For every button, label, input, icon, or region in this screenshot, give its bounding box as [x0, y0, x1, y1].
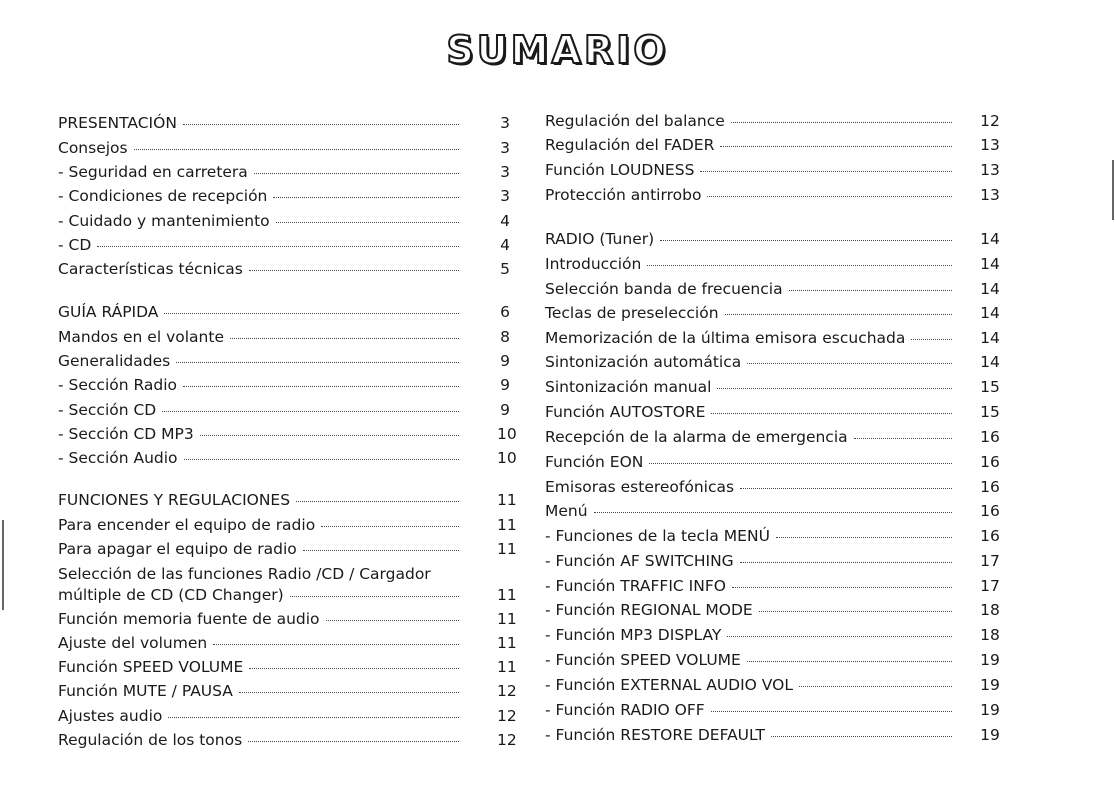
toc-entry-page: 3: [500, 187, 510, 205]
toc-entry[interactable]: [545, 650, 1000, 670]
leader-dots: [711, 711, 952, 712]
toc-entry[interactable]: [58, 235, 513, 255]
toc-entry-label: Regulación del balance: [545, 112, 725, 130]
toc-entry-label: Función memoria fuente de audio: [58, 610, 320, 628]
toc-entry[interactable]: [545, 135, 1000, 155]
toc-entry[interactable]: [58, 633, 517, 653]
toc-entry-label: Memorización de la última emisora escuchada: [545, 329, 906, 347]
toc-entry[interactable]: [545, 279, 1000, 299]
toc-entry-page: 8: [500, 328, 510, 346]
toc-entry-label: Recepción de la alarma de emergencia: [545, 428, 848, 446]
toc-entry[interactable]: [58, 681, 517, 701]
toc-entry-page: 9: [500, 401, 510, 419]
toc-entry-page: 14: [980, 304, 1000, 322]
toc-entry-label: Características técnicas: [58, 260, 243, 278]
leader-dots: [176, 362, 459, 363]
toc-entry-label: - Función RESTORE DEFAULT: [545, 726, 765, 744]
toc-entry-page: 9: [500, 352, 510, 370]
toc-entry-page: 19: [980, 651, 1000, 669]
toc-entry[interactable]: [545, 229, 1000, 249]
toc-entry[interactable]: [545, 725, 1000, 745]
toc-entry-page: 6: [500, 303, 510, 321]
toc-entry-page: 13: [980, 186, 1000, 204]
toc-entry-page: 11: [497, 634, 517, 652]
toc-entry[interactable]: [58, 448, 517, 468]
toc-entry-label: Introducción: [545, 255, 642, 273]
toc-entry[interactable]: [545, 501, 1000, 521]
toc-entry-label: - Función MP3 DISPLAY: [545, 626, 722, 644]
toc-entry[interactable]: [545, 600, 1000, 620]
toc-entry-label: Función AUTOSTORE: [545, 403, 706, 421]
toc-entry-label: Protección antirrobo: [545, 186, 702, 204]
toc-entry[interactable]: [545, 303, 1000, 323]
toc-entry-page: 19: [980, 701, 1000, 719]
toc-entry-page: 4: [500, 212, 510, 230]
toc-entry-page: 15: [980, 378, 1000, 396]
toc-entry[interactable]: [58, 259, 513, 279]
toc-entry-page: 3: [500, 114, 510, 132]
toc-entry-label: Para apagar el equipo de radio: [58, 540, 297, 558]
leader-dots: [700, 171, 952, 172]
toc-entry-label: - Función EXTERNAL AUDIO VOL: [545, 676, 793, 694]
toc-entry-page: 10: [497, 449, 517, 467]
toc-entry-page: 14: [980, 329, 1000, 347]
toc-entry-label: - Cuidado y mantenimiento: [58, 212, 270, 230]
leader-dots: [747, 363, 952, 364]
page-edge-mark: [1112, 160, 1114, 220]
leader-dots: [725, 314, 952, 315]
toc-entry[interactable]: [58, 585, 517, 605]
leader-dots: [740, 562, 952, 563]
toc-entry-label: - Función TRAFFIC INFO: [545, 577, 726, 595]
toc-entry-page: 11: [497, 658, 517, 676]
toc-entry-page: 16: [980, 502, 1000, 520]
leader-dots: [660, 240, 952, 241]
leader-dots: [854, 438, 952, 439]
toc-entry-page: 11: [497, 516, 517, 534]
toc-entry[interactable]: [58, 302, 513, 322]
leader-dots: [200, 435, 459, 436]
toc-entry-label: - Función REGIONAL MODE: [545, 601, 753, 619]
toc-entry[interactable]: [58, 539, 517, 559]
leader-dots: [911, 339, 952, 340]
toc-entry-page: 18: [980, 601, 1000, 619]
toc-entry[interactable]: [545, 160, 1000, 180]
toc-entry-label: - Seguridad en carretera: [58, 163, 248, 181]
toc-entry[interactable]: [545, 254, 1000, 274]
leader-dots: [594, 512, 952, 513]
toc-entry-label: Teclas de preselección: [545, 304, 719, 322]
toc-entry[interactable]: [545, 551, 1000, 571]
leader-dots: [321, 526, 459, 527]
leader-dots: [647, 265, 952, 266]
leader-dots: [776, 537, 952, 538]
toc-entry-page: 3: [500, 139, 510, 157]
toc-entry[interactable]: [58, 515, 517, 535]
toc-entry[interactable]: [545, 526, 1000, 546]
toc-entry-label: Sintonización automática: [545, 353, 742, 371]
toc-entry[interactable]: [58, 609, 517, 629]
leader-dots: [134, 149, 459, 150]
toc-entry-label: Ajustes audio: [58, 707, 163, 725]
toc-entry[interactable]: [58, 351, 513, 371]
toc-entry-label: Función EON: [545, 453, 644, 471]
leader-dots: [249, 270, 459, 271]
toc-entry[interactable]: [545, 452, 1000, 472]
leader-dots: [789, 290, 952, 291]
toc-entry-label: Mandos en el volante: [58, 328, 224, 346]
toc-entry-page: 17: [980, 577, 1000, 595]
toc-entry-label: Función LOUDNESS: [545, 161, 695, 179]
leader-dots: [303, 550, 459, 551]
toc-entry-page: 5: [500, 260, 510, 278]
toc-entry-page: 17: [980, 552, 1000, 570]
leader-dots: [230, 338, 459, 339]
toc-entry[interactable]: [545, 328, 1000, 348]
toc-entry-label: Selección banda de frecuencia: [545, 280, 783, 298]
toc-entry-label: - Sección CD MP3: [58, 425, 194, 443]
toc-entry[interactable]: [545, 377, 1000, 397]
toc-entry-label: - Sección CD: [58, 401, 157, 419]
toc-entry-page: 3: [500, 163, 510, 181]
leader-dots: [249, 668, 459, 669]
toc-entry-page: 14: [980, 353, 1000, 371]
leader-dots: [711, 413, 952, 414]
toc-entry[interactable]: [58, 327, 513, 347]
toc-entry-page: 16: [980, 527, 1000, 545]
toc-entry-label: Función SPEED VOLUME: [58, 658, 244, 676]
leader-dots: [326, 620, 459, 621]
leader-dots: [213, 644, 459, 645]
toc-entry[interactable]: [58, 657, 517, 677]
toc-entry-label: - Sección Audio: [58, 449, 178, 467]
toc-entry-page: 9: [500, 376, 510, 394]
toc-entry-page: 12: [980, 112, 1000, 130]
toc-entry[interactable]: [545, 700, 1000, 720]
toc-entry[interactable]: [58, 490, 517, 510]
toc-entry-label: Para encender el equipo de radio: [58, 516, 316, 534]
toc-entry[interactable]: [545, 675, 1000, 695]
toc-entry[interactable]: [58, 162, 513, 182]
toc-entry-label: Menú: [545, 502, 588, 520]
leader-dots: [162, 411, 459, 412]
toc-entry-page: 12: [497, 707, 517, 725]
toc-entry[interactable]: [58, 400, 513, 420]
toc-entry-label: Ajuste del volumen: [58, 634, 208, 652]
toc-entry-page: 14: [980, 230, 1000, 248]
leader-dots: [97, 246, 459, 247]
toc-entry-label: Regulación del FADER: [545, 136, 715, 154]
leader-dots: [290, 596, 459, 597]
leader-dots: [732, 587, 952, 588]
leader-dots: [731, 122, 952, 123]
toc-entry[interactable]: [58, 138, 513, 158]
toc-entry-label: - Funciones de la tecla MENÚ: [545, 527, 770, 545]
toc-entry[interactable]: [545, 427, 1000, 447]
leader-dots: [183, 124, 459, 125]
toc-entry[interactable]: [545, 352, 1000, 372]
leader-dots: [164, 313, 459, 314]
toc-entry-page: 4: [500, 236, 510, 254]
toc-entry-label: - Función RADIO OFF: [545, 701, 705, 719]
toc-entry[interactable]: [545, 111, 1000, 131]
leader-dots: [649, 463, 952, 464]
toc-entry[interactable]: [58, 211, 513, 231]
toc-entry[interactable]: [58, 706, 517, 726]
leader-dots: [720, 146, 952, 147]
toc-entry[interactable]: [545, 402, 1000, 422]
toc-entry-page: 14: [980, 255, 1000, 273]
toc-entry-page: 10: [497, 425, 517, 443]
toc-entry[interactable]: [545, 625, 1000, 645]
toc-entry-label: Consejos: [58, 139, 128, 157]
toc-entry-label-line1: Selección de las funciones Radio /CD / Cargador: [58, 565, 431, 583]
toc-entry-label: PRESENTACIÓN: [58, 114, 177, 132]
leader-dots: [727, 636, 952, 637]
toc-entry-page: 13: [980, 161, 1000, 179]
toc-entry-label: Sintonización manual: [545, 378, 712, 396]
toc-entry-label: Función MUTE / PAUSA: [58, 682, 233, 700]
toc-entry-page: 12: [497, 682, 517, 700]
toc-entry-label: - Sección Radio: [58, 376, 178, 394]
toc-entry-page: 16: [980, 478, 1000, 496]
toc-entry-label: Regulación de los tonos: [58, 731, 243, 749]
toc-entry[interactable]: [58, 186, 513, 206]
leader-dots: [717, 388, 952, 389]
toc-entry-page: 19: [980, 726, 1000, 744]
toc-entry-page: 11: [497, 540, 517, 558]
leader-dots: [276, 222, 459, 223]
toc-entry-label: múltiple de CD (CD Changer): [58, 586, 284, 604]
leader-dots: [273, 197, 459, 198]
toc-entry-label: Generalidades: [58, 352, 171, 370]
toc-entry-page: 16: [980, 453, 1000, 471]
leader-dots: [740, 488, 952, 489]
toc-entry-label: - Función AF SWITCHING: [545, 552, 734, 570]
toc-entry-page: 18: [980, 626, 1000, 644]
toc-entry-page: 14: [980, 280, 1000, 298]
toc-entry-label: FUNCIONES Y REGULACIONES: [58, 491, 291, 509]
toc-entry-page: 11: [497, 491, 517, 509]
leader-dots: [248, 741, 459, 742]
toc-entry-label: GUÍA RÁPIDA: [58, 303, 159, 321]
toc-entry-page: 11: [497, 610, 517, 628]
toc-entry-page: 13: [980, 136, 1000, 154]
toc-entry-label: Emisoras estereofónicas: [545, 478, 735, 496]
leader-dots: [759, 611, 952, 612]
leader-dots: [184, 459, 459, 460]
toc-entry[interactable]: [58, 375, 513, 395]
toc-entry-label: - Función SPEED VOLUME: [545, 651, 741, 669]
toc-entry-page: 16: [980, 428, 1000, 446]
leader-dots: [747, 661, 952, 662]
toc-entry-page: 11: [497, 586, 517, 604]
toc-entry[interactable]: [545, 477, 1000, 497]
toc-entry[interactable]: [58, 730, 517, 750]
toc-entry[interactable]: [545, 185, 1000, 205]
toc-entry-page: 19: [980, 676, 1000, 694]
leader-dots: [771, 736, 952, 737]
toc-entry-page: 12: [497, 731, 517, 749]
leader-dots: [799, 686, 952, 687]
toc-entry-label: RADIO (Tuner): [545, 230, 655, 248]
toc-entry-label: - CD: [58, 236, 92, 254]
toc-entry[interactable]: [545, 576, 1000, 596]
leader-dots: [168, 717, 459, 718]
toc-entry[interactable]: [58, 113, 513, 133]
toc-entry-page: 15: [980, 403, 1000, 421]
leader-dots: [183, 386, 459, 387]
leader-dots: [239, 692, 459, 693]
leader-dots: [707, 196, 952, 197]
toc-entry[interactable]: [58, 424, 517, 444]
page-edge-mark: [2, 520, 4, 610]
page-title: SUMARIO: [446, 28, 669, 72]
leader-dots: [254, 173, 459, 174]
toc-entry-label: - Condiciones de recepción: [58, 187, 268, 205]
leader-dots: [296, 501, 459, 502]
